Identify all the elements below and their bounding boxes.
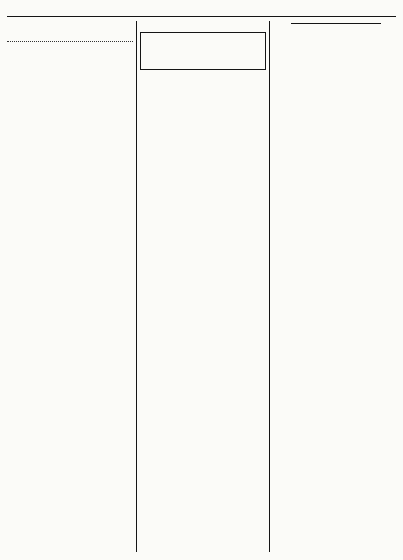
column-3 bbox=[273, 21, 399, 552]
column-2 bbox=[140, 21, 266, 552]
masthead bbox=[7, 4, 396, 15]
section-divider bbox=[291, 23, 381, 24]
headline-line bbox=[144, 36, 262, 46]
article-signoff bbox=[140, 23, 264, 29]
section-heading bbox=[273, 26, 399, 36]
dotted-separator bbox=[7, 41, 133, 42]
section-heading bbox=[7, 45, 133, 53]
column-1 bbox=[7, 21, 133, 552]
headline-line bbox=[144, 46, 262, 56]
section-subheading bbox=[7, 32, 133, 38]
headline-box bbox=[140, 32, 266, 70]
masthead-rule bbox=[7, 16, 396, 17]
columns bbox=[7, 21, 396, 552]
column-rule bbox=[269, 21, 270, 552]
headline-deck bbox=[144, 62, 262, 67]
section-heading bbox=[7, 22, 133, 30]
column-rule bbox=[136, 21, 137, 552]
dateline bbox=[140, 74, 266, 80]
